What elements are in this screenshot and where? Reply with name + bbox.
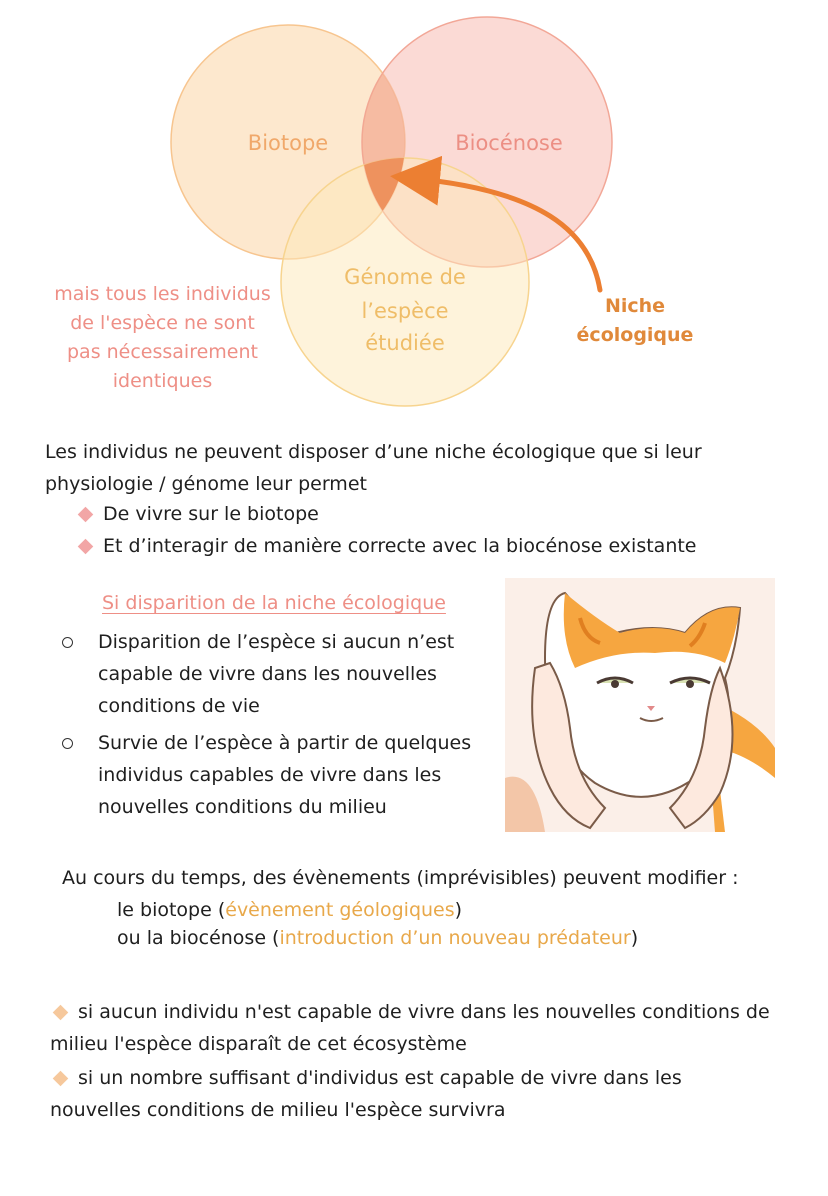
events-biotope-suffix: ) [454,899,463,921]
biotope-label: Biotope [247,131,329,155]
events-biocenose-example: introduction d’un nouveau prédateur [279,927,631,949]
side-note [40,280,285,396]
list-line: conditions de vie [98,695,260,717]
conclusion-line: nouvelles conditions de milieu l'espèce survivra [50,1099,506,1121]
intro-bullet-text: Et d’interagir de manière correcte avec la biocénose existante [103,535,697,557]
genome-label-line1: Génome de [344,265,466,289]
events-biotope-example: évènement géologiques [225,899,455,921]
biocenose-label: Biocénose [455,131,563,155]
intro-line: Les individus ne peuvent disposer d’une niche écologique que si leur [45,441,702,463]
circle-bullet-icon [62,637,73,648]
conclusion-first-line [50,996,810,1028]
niche-label-line: écologique [576,324,694,346]
niche-label [570,292,700,350]
intro-line: physiologie / génome leur permet [45,473,367,495]
conclusion-line: milieu l'espèce disparaît de cet écosystème [50,1033,467,1055]
diamond-bullet-icon [53,1004,69,1020]
events-line: Au cours du temps, des évènements (imprévisibles) peuvent modifier : [62,867,739,889]
conclusion-line: si aucun individu n'est capable de vivre dans les nouvelles conditions de [78,1001,770,1023]
intro-paragraph [45,436,702,500]
cat-face-icon [505,578,775,832]
list-line: individus capables de vivre dans les [98,764,442,786]
events-biocenose-prefix: ou la biocénose ( [117,927,280,949]
circle-bullet-icon [62,738,73,749]
list-line: capable de vivre dans les nouvelles [98,663,437,685]
diamond-bullet-icon [53,1070,69,1086]
events-biotope-prefix: le biotope ( [117,899,226,921]
survival-item [98,727,471,823]
list-line: Survie de l’espèce à partir de quelques [98,732,472,754]
intro-bullet [80,530,697,562]
cat-illustration [505,578,775,832]
niche-label-line: Niche [604,295,666,317]
events-biocenose [117,922,638,954]
disappearance-item [98,626,454,722]
conclusion-first-line [50,1062,810,1094]
genome-label-line2: l’espèce [361,299,449,323]
list-line: Disparition de l’espèce si aucun n’est [98,631,455,653]
diamond-bullet-icon [78,538,94,554]
events-biocenose-suffix: ) [630,927,639,949]
side-note-line: de l'espèce ne sont [70,312,255,334]
conclusion-item [50,996,810,1060]
genome-label-line3: étudiée [365,331,445,355]
list-line: nouvelles conditions du milieu [98,796,387,818]
conclusion-item [50,1062,810,1126]
diamond-bullet-icon [78,506,94,522]
conclusion-line: si un nombre suffisant d'individus est capable de vivre dans les [78,1067,682,1089]
side-note-line: pas nécessairement [66,341,258,363]
intro-bullet [80,498,319,530]
disappearance-heading: Si disparition de la niche écologique [102,592,446,614]
intro-bullet-text: De vivre sur le biotope [103,503,319,525]
side-note-line: mais tous les individus [54,283,271,305]
side-note-line: identiques [112,370,213,392]
